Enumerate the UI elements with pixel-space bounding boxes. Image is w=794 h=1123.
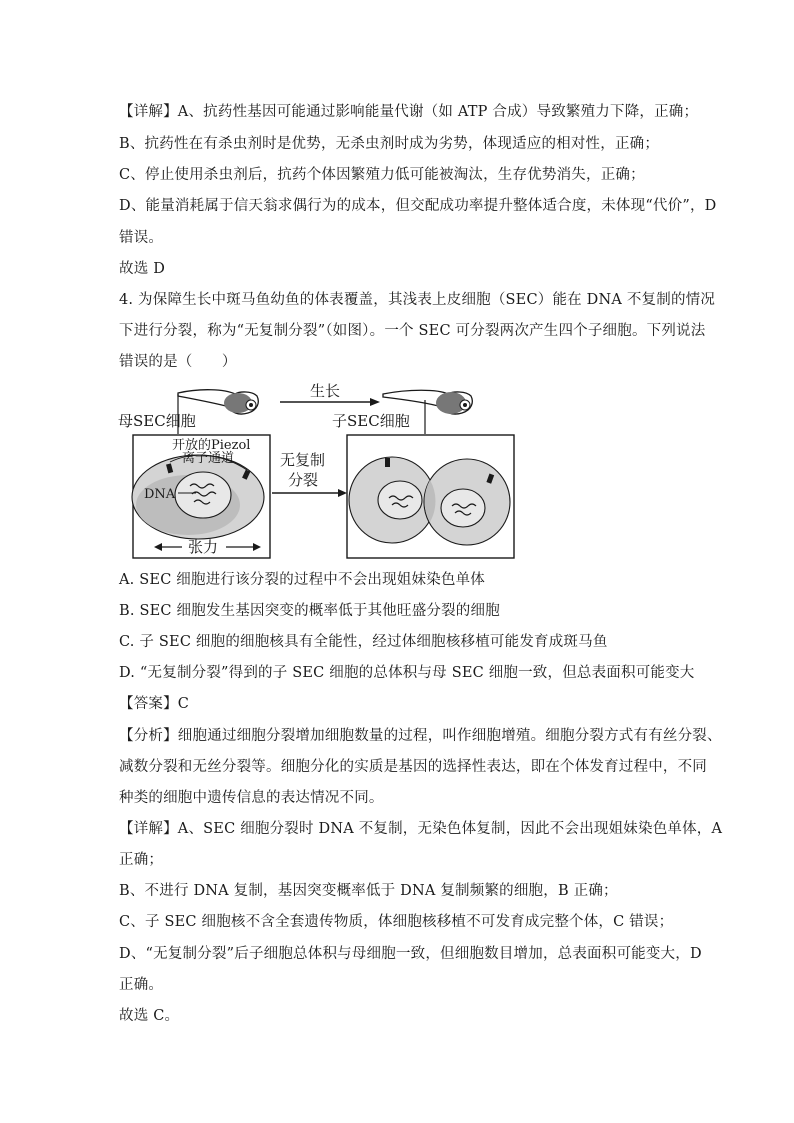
analysis-line: 【分析】细胞通过细胞分裂增加细胞数量的过程，叫作细胞增殖。细胞分裂方式有有丝分裂、 [119,728,722,744]
piezo-label: 开放的Piezol [172,438,251,453]
question-stem: 错误的是（ ） [119,354,237,370]
explanation-line: 【详解】A、SEC 细胞分裂时 DNA 不复制，无染色体复制，因此不会出现姐妹染色单体，A [119,821,723,837]
piezo-label: 离子通道 [182,451,235,466]
mother-cell-label: 母SEC细胞 [118,412,196,430]
explanation-line: 【详解】A、抗药性基因可能通过影响能量代谢（如 ATP 合成）导致繁殖力下降，正确； [119,104,699,120]
answer-line: 故选 C。 [119,1008,180,1024]
division-diagram [118,382,520,562]
question-stem: 下进行分裂，称为“无复制分裂”（如图）。一个 SEC 可分裂两次产生四个子细胞。下列说法 [119,323,706,339]
option-b: B. SEC 细胞发生基因突变的概率低于其他旺盛分裂的细胞 [119,603,500,619]
answer-line: 【答案】C [119,696,190,712]
process-label: 无复制 [280,451,326,469]
fish-larva-icon [178,390,258,414]
option-a: A. SEC 细胞进行该分裂的过程中不会出现姐妹染色单体 [119,572,486,588]
explanation-line: C、停止使用杀虫剂后，抗药个体因繁殖力低可能被淘汰，生存优势消失，正确； [119,167,645,183]
explanation-line: 正确。 [119,977,164,993]
option-d: D. “无复制分裂”得到的子 SEC 细胞的总体积与母 SEC 细胞一致，但总表面积可能变大 [119,665,695,681]
tension-label: 张力 [188,538,219,556]
question-stem: 4. 为保障生长中斑马鱼幼鱼的体表覆盖，其浅表上皮细胞（SEC）能在 DNA 不复制的情况 [119,292,716,308]
explanation-line: B、不进行 DNA 复制，基因突变概率低于 DNA 复制频繁的细胞，B 正确； [119,883,618,899]
process-label: 分裂 [288,471,319,489]
dna-label: DNA [144,487,176,502]
growth-label: 生长 [310,382,341,400]
analysis-line: 种类的细胞中遗传信息的表达情况不同。 [119,790,384,806]
option-c: C. 子 SEC 细胞的细胞核具有全能性，经过体细胞核移植可能发育成斑马鱼 [119,634,608,650]
explanation-line: 正确； [119,852,164,868]
nucleus [175,472,231,518]
fish-larva-icon [383,390,472,414]
explanation-line: D、“无复制分裂”后子细胞总体积与母细胞一致，但细胞数目增加，总表面积可能变大，D [119,946,702,962]
daughter-cell-label: 子SEC细胞 [332,412,410,430]
explanation-line: C、子 SEC 细胞核不含全套遗传物质，体细胞核移植不可发育成完整个体，C 错误； [119,914,674,930]
analysis-line: 减数分裂和无丝分裂等。细胞分化的实质是基因的选择性表达，即在个体发育过程中，不同 [119,759,707,775]
explanation-line: B、抗药性在有杀虫剂时是优势，无杀虫剂时成为劣势，体现适应的相对性，正确； [119,136,660,152]
explanation-line: D、能量消耗属于信天翁求偶行为的成本，但交配成功率提升整体适合度，未体现“代价”，D [119,198,717,214]
explanation-line: 错误。 [119,230,164,246]
ion-channel-icon [385,458,390,467]
answer-line: 故选 D [119,261,166,277]
